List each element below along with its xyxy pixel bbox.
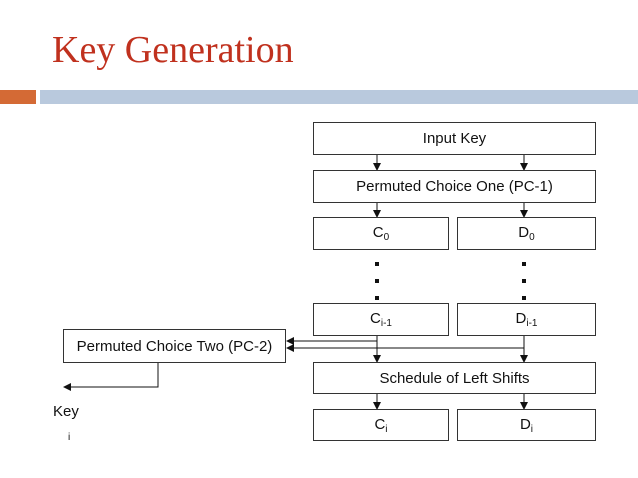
slide-title: Key Generation [52, 29, 294, 71]
di-box [457, 409, 596, 441]
schedule-box [313, 362, 596, 394]
pc1-label: Permuted Choice One (PC-1) [356, 178, 553, 195]
ellipsis-dot-c-1 [375, 262, 379, 266]
ellipsis-dot-d-3 [522, 296, 526, 300]
di-label: $D_i$ [519, 415, 534, 435]
c0-box [313, 217, 449, 250]
ci-label: $C_i$ [374, 415, 388, 435]
pc2-box [63, 329, 286, 363]
pc2-label: Permuted Choice Two (PC-2) [76, 337, 273, 355]
pc1-box [313, 170, 596, 203]
ci-1-label: $C_{i-1}$ [370, 310, 392, 329]
ellipsis-dot-d-2 [522, 279, 526, 283]
input-key-label: Input Key [422, 130, 487, 147]
d0-box [457, 217, 596, 250]
arrow-pc2-key [64, 363, 158, 387]
ci-1-box [313, 303, 449, 336]
di-1-box [457, 303, 596, 336]
c0-label: $C_0$ [372, 224, 390, 243]
schedule-label: Schedule of Left Shifts [379, 369, 530, 387]
d0-label: $D_0$ [518, 224, 535, 243]
ellipsis-dot-d-1 [522, 262, 526, 266]
ellipsis-dot-c-2 [375, 279, 379, 283]
ci-box [313, 409, 449, 441]
input-key-box [313, 122, 596, 155]
di-1-label: $D_{i-1}$ [515, 310, 538, 329]
key-output-label: Key [53, 403, 79, 420]
ellipsis-dot-c-3 [375, 296, 379, 300]
key-output-subscript: i [68, 432, 71, 443]
